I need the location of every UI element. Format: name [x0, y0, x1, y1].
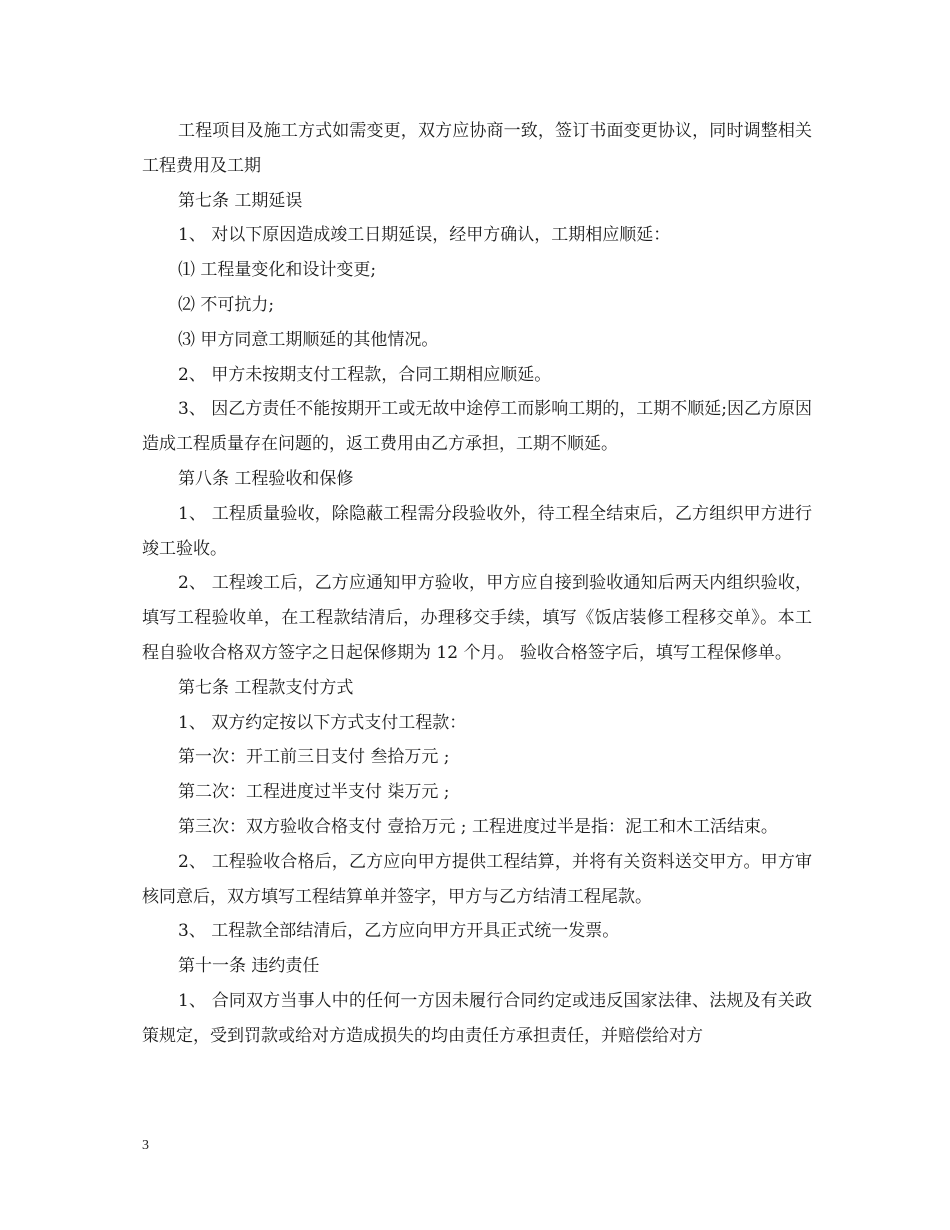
delay-item-3: ⑶ 甲方同意工期顺延的其他情况。 [178, 329, 439, 350]
payment-clause-2: 2、 工程验收合格后，乙方应向甲方提供工程结算，并将有关资料送交甲方。甲方审核同意后，双方填写工程结算单并签字，甲方与乙方结清工程尾款。 [142, 851, 812, 907]
acceptance-clause-2: 2、 工程竣工后，乙方应通知甲方验收，甲方应自接到验收通知后两天内组织验收，填写工程验收单，在工程款结清后，办理移交手续，填写《饭店装修工程移交单》。本工程自验收合格双方签字之日起保修期为 12 个月。 验收合格签字后，填写工程保修单。 [142, 573, 812, 663]
delay-item-1: ⑴ 工程量变化和设计变更; [178, 260, 377, 281]
article-heading-payment: 第七条 工程款支付方式 [178, 677, 354, 698]
payment-clause-3: 3、 工程款全部结清后，乙方应向甲方开具正式统一发票。 [178, 921, 620, 942]
document-body [142, 114, 812, 1054]
paragraph-change-terms: 工程项目及施工方式如需变更，双方应协商一致，签订书面变更协议，同时调整相关工程费用及工期 [142, 121, 812, 176]
delay-clause-3: 3、 因乙方责任不能按期开工或无故中途停工而影响工期的，工期不顺延;因乙方原因造成工程质量存在问题的，返工费用由乙方承担，工期不顺延。 [142, 399, 812, 455]
article-heading-delay: 第七条 工期延误 [178, 190, 303, 211]
delay-clause-2: 2、 甲方未按期支付工程款，合同工期相应顺延。 [178, 364, 552, 385]
payment-installment-1: 第一次：开工前三日支付 叁拾万元 ; [178, 747, 450, 768]
article-heading-acceptance: 第八条 工程验收和保修 [178, 468, 354, 489]
payment-installment-3: 第三次：双方验收合格支付 壹拾万元 ; 工程进度过半是指：泥工和木工活结束。 [178, 816, 778, 837]
page-number: 3 [142, 1138, 149, 1153]
payment-installment-2: 第二次：工程进度过半支付 柒万元 ; [178, 782, 450, 803]
delay-item-2: ⑵ 不可抗力; [178, 294, 275, 315]
liability-clause-1: 1、 合同双方当事人中的任何一方因未履行合同约定或违反国家法律、法规及有关政策规定，受到罚款或给对方造成损失的均由责任方承担责任，并赔偿给对方 [142, 990, 812, 1046]
payment-clause-1: 1、 双方约定按以下方式支付工程款： [178, 712, 467, 733]
article-heading-liability: 第十一条 违约责任 [178, 956, 320, 977]
acceptance-clause-1: 1、 工程质量验收，除隐蔽工程需分段验收外，待工程全结束后，乙方组织甲方进行竣工验收。 [142, 503, 812, 559]
delay-clause-1: 1、 对以下原因造成竣工日期延误，经甲方确认，工期相应顺延： [178, 225, 671, 246]
